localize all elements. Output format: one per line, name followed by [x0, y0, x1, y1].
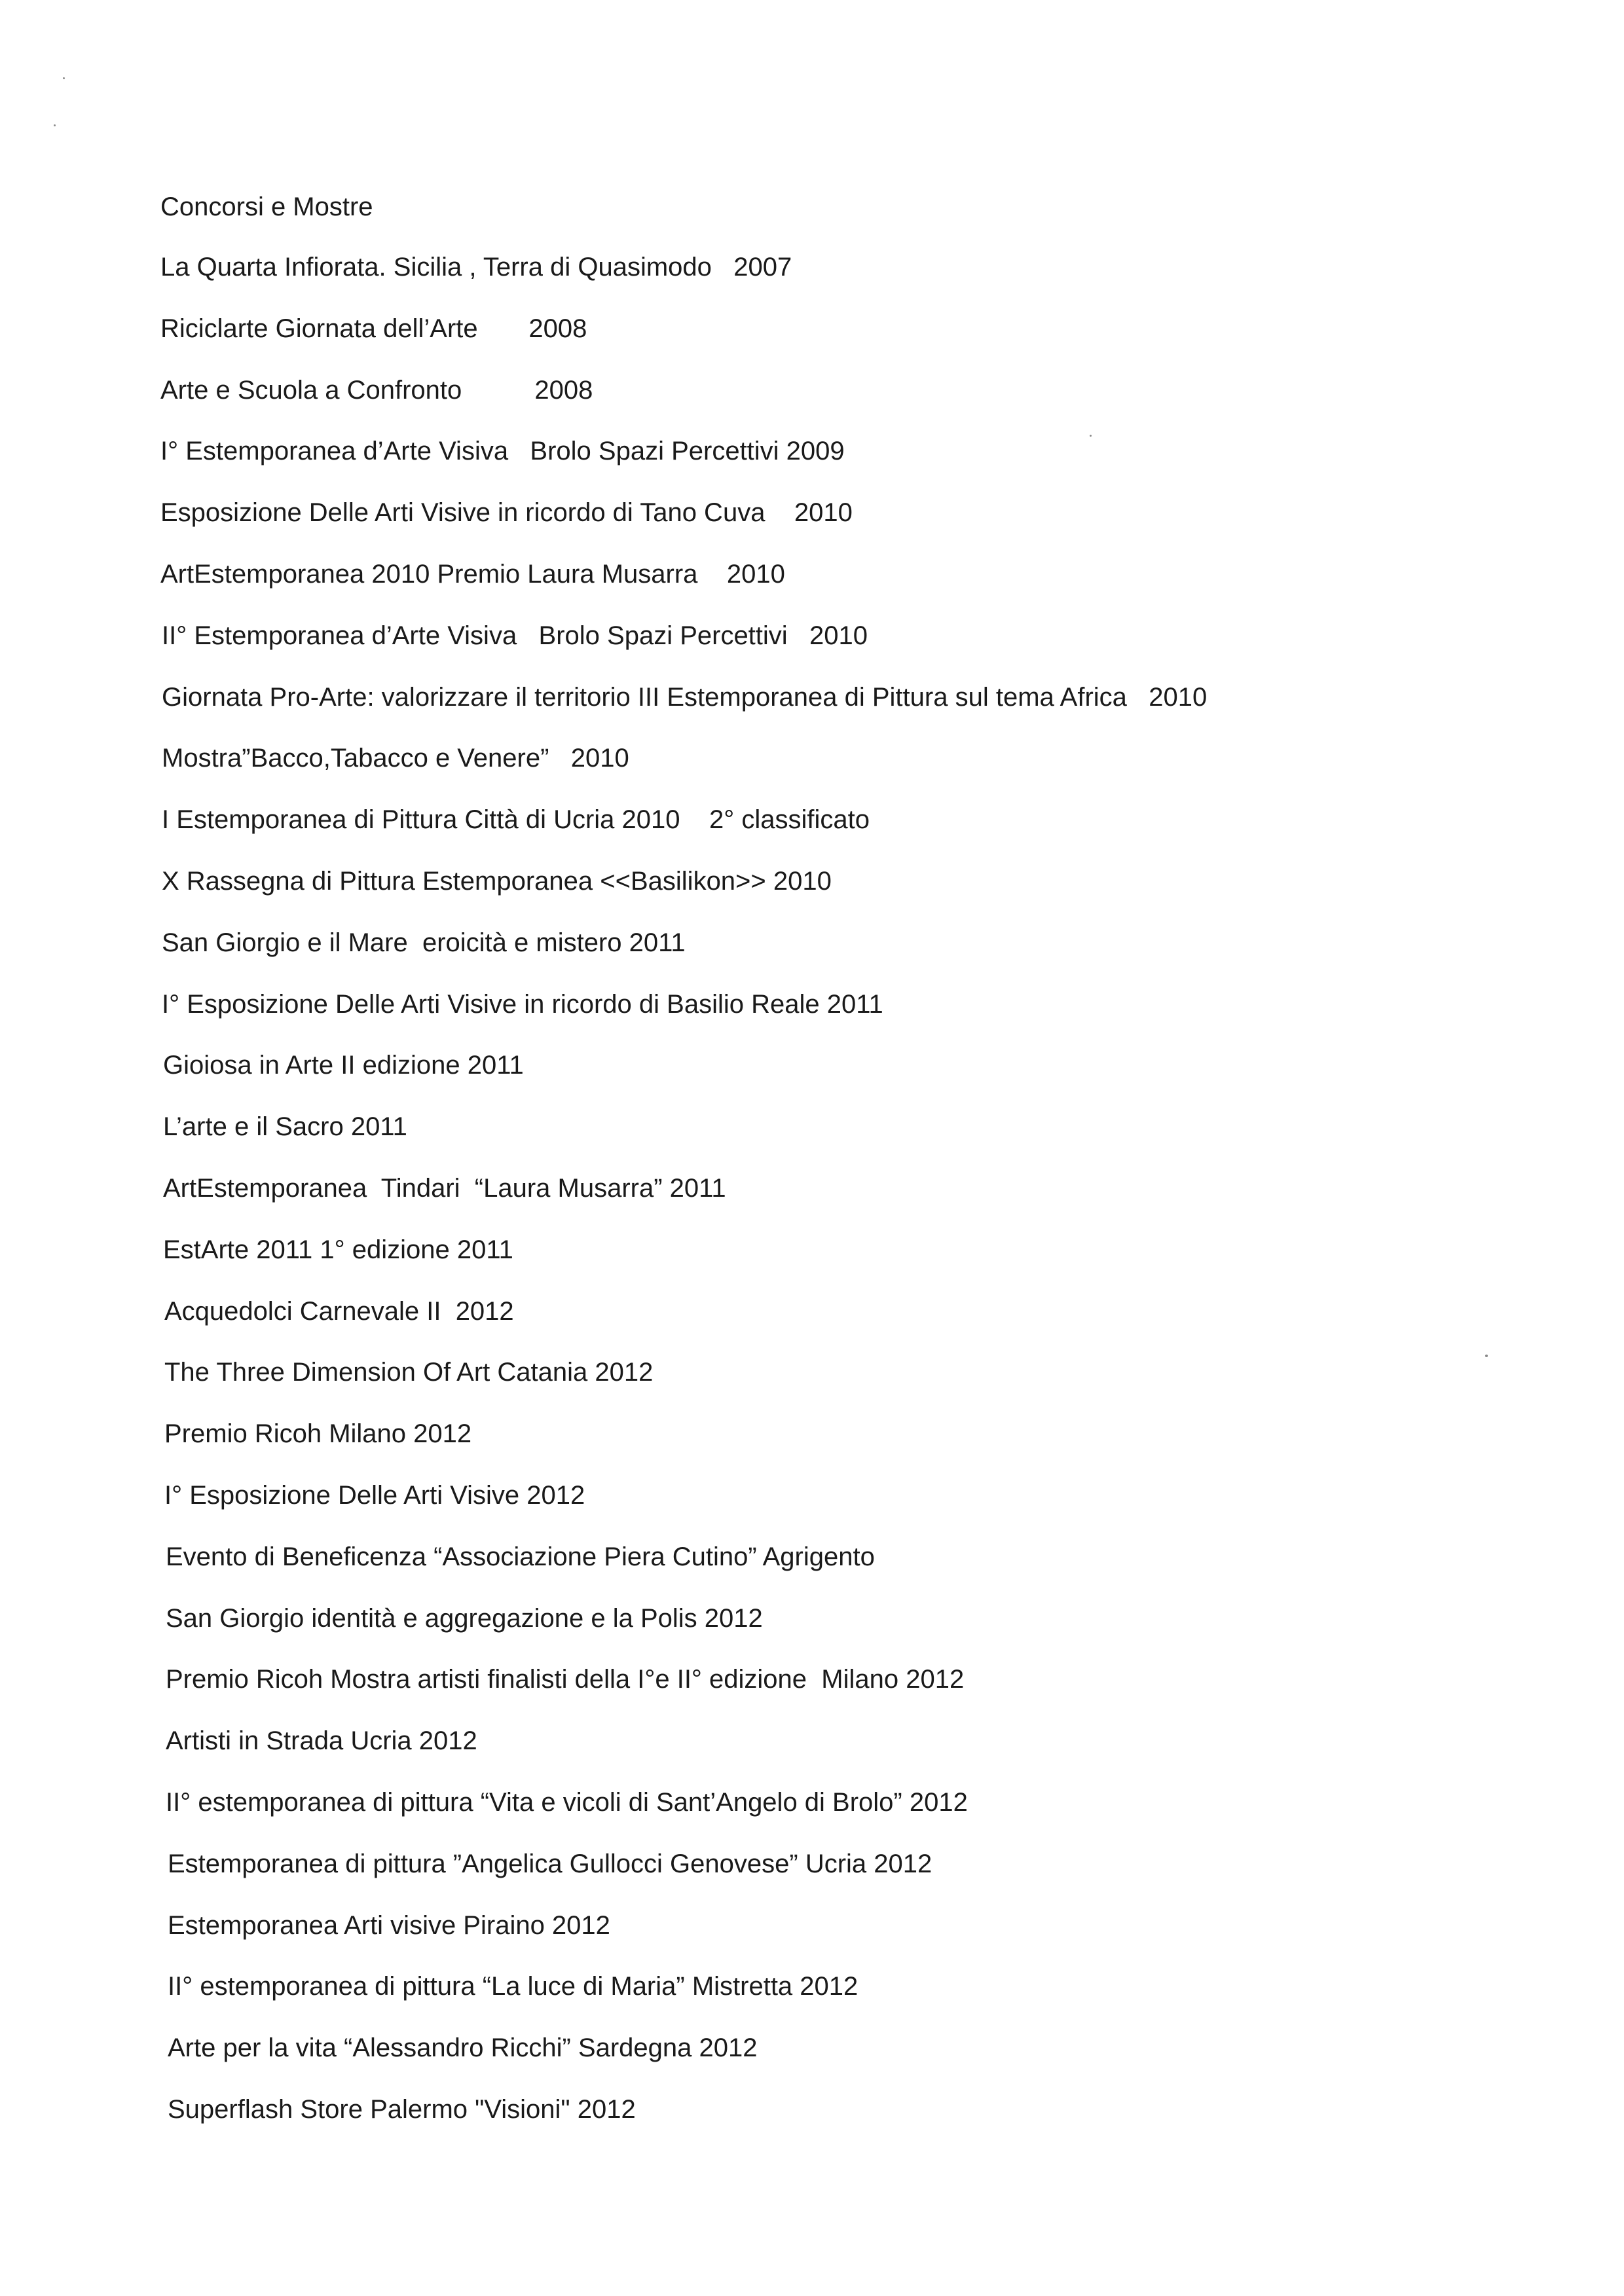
list-item: Premio Ricoh Milano 2012	[164, 1419, 472, 1449]
list-item: II° estemporanea di pittura “Vita e vicoli di Sant’Angelo di Brolo” 2012	[166, 1787, 968, 1817]
list-item: Arte per la vita “Alessandro Ricchi” Sardegna 2012	[168, 2033, 758, 2063]
list-item: Premio Ricoh Mostra artisti finalisti della I°e II° edizione Milano 2012	[166, 1665, 965, 1694]
list-item: Artisti in Strada Ucria 2012	[166, 1726, 477, 1756]
exhibition-list	[160, 250, 1207, 2154]
list-item: Gioiosa in Arte II edizione 2011	[163, 1051, 524, 1080]
list-item: I Estemporanea di Pittura Città di Ucria 2010 2° classificato	[162, 805, 870, 835]
list-item: La Quarta Infiorata. Sicilia , Terra di Quasimodo 2007	[160, 253, 792, 282]
scan-speck	[1485, 1355, 1488, 1357]
list-item: II° estemporanea di pittura “La luce di Maria” Mistretta 2012	[168, 1972, 858, 2001]
list-item: Estemporanea Arti visive Piraino 2012	[168, 1910, 610, 1940]
list-item: Esposizione Delle Arti Visive in ricordo di Tano Cuva 2010	[160, 498, 853, 528]
list-item: I° Esposizione Delle Arti Visive 2012	[164, 1480, 585, 1510]
list-item: I° Estemporanea d’Arte Visiva Brolo Spazi Percettivi 2009	[160, 437, 845, 466]
list-item: Giornata Pro-Arte: valorizzare il territorio III Estemporanea di Pittura sul tema Africa 2010	[162, 682, 1208, 712]
list-item: The Three Dimension Of Art Catania 2012	[164, 1358, 654, 1387]
list-item: San Giorgio identità e aggregazione e la Polis 2012	[166, 1603, 763, 1633]
list-item: Acquedolci Carnevale II 2012	[164, 1296, 514, 1326]
list-item: San Giorgio e il Mare eroicità e mistero 2011	[162, 928, 686, 957]
list-item: ArtEstemporanea 2010 Premio Laura Musarra 2010	[160, 559, 785, 589]
list-item: Estemporanea di pittura ”Angelica Gullocci Genovese” Ucria 2012	[168, 1849, 932, 1878]
list-item: EstArte 2011 1° edizione 2011	[163, 1235, 513, 1264]
list-item: ArtEstemporanea Tindari “Laura Musarra” 2011	[163, 1173, 726, 1203]
list-item: L’arte e il Sacro 2011	[163, 1112, 407, 1142]
scan-speck	[54, 124, 56, 126]
list-item: X Rassegna di Pittura Estemporanea <<Basilikon>> 2010	[162, 866, 832, 896]
scan-speck	[63, 77, 65, 79]
scan-speck	[1090, 435, 1092, 437]
list-item: Riciclarte Giornata dell’Arte 2008	[160, 314, 587, 343]
list-item: Arte e Scuola a Confronto 2008	[160, 375, 593, 405]
list-item: Superflash Store Palermo "Visioni" 2012	[168, 2094, 636, 2124]
list-item: I° Esposizione Delle Arti Visive in ricordo di Basilio Reale 2011	[162, 989, 883, 1019]
list-item: Mostra”Bacco,Tabacco e Venere” 2010	[162, 744, 629, 773]
list-item: Evento di Beneficenza “Associazione Piera Cutino” Agrigento	[166, 1542, 875, 1571]
document-title: Concorsi e Mostre	[160, 192, 373, 221]
list-item: II° Estemporanea d’Arte Visiva Brolo Spazi Percettivi 2010	[162, 621, 868, 650]
